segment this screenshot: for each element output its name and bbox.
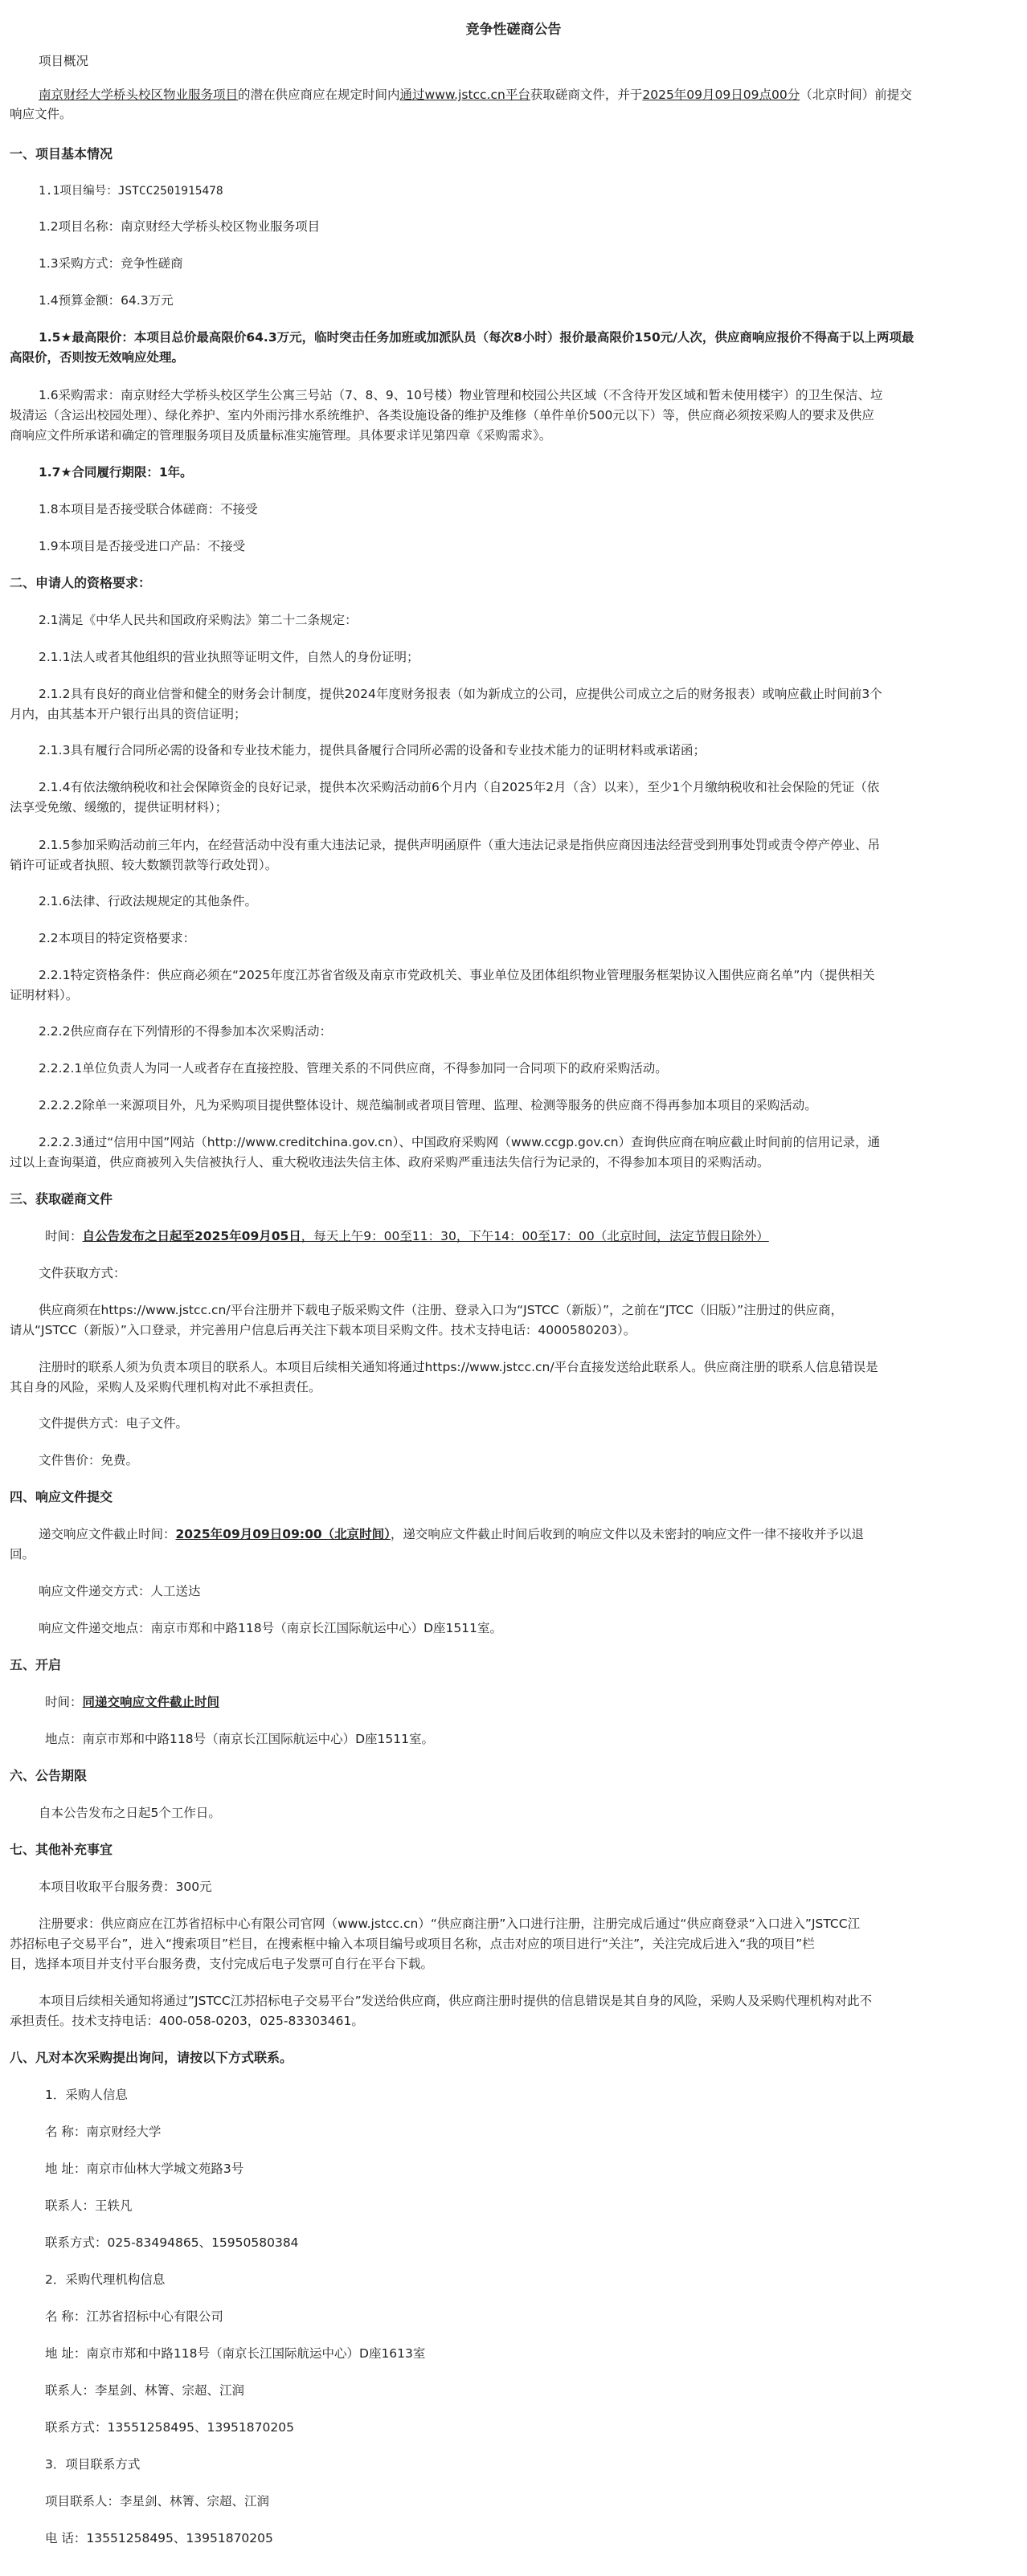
- contact-address: 地 址：南京市郑和中路118号（南京长江国际航运中心）D座1613室: [45, 2346, 426, 2361]
- contact-phone: 联系方式：025-83494865、15950580384: [45, 2235, 299, 2250]
- section-heading-7: 七、其他补充事宜: [10, 1842, 113, 1857]
- s7-text: 注册要求：供应商应在江苏省招标中心有限公司官网（www.jstcc.cn）“供应商注册”入口进行注册，注册完成后通过“供应商登录“入口进入”JSTCC江: [39, 1917, 861, 1931]
- s2-item: 2.2.2供应商存在下列情形的不得参加本次采购活动：: [39, 1024, 332, 1039]
- s7-text: 目，选择本项目并支付平台服务费，支付完成后电子发票可自行在平台下载。: [10, 1957, 434, 1971]
- s1-item: 1.9本项目是否接受进口产品：不接受: [39, 539, 246, 553]
- s5-place: 地点：南京市郑和中路118号（南京长江国际航运中心）D座1511室。: [45, 1732, 434, 1746]
- s2-item: 2.2.2.1单位负责人为同一人或者存在直接控股、管理关系的不同供应商，不得参加同一合同项下的政府采购活动。: [39, 1061, 668, 1076]
- overview-line-end: 响应文件。: [10, 107, 72, 121]
- time-range-bold: 自公告发布之日起至2025年09月05日: [82, 1229, 301, 1243]
- s3-method-label: 文件获取方式：: [39, 1266, 126, 1280]
- s2-item: 2.1满足《中华人民共和国政府采购法》第二十二条规定：: [39, 613, 358, 627]
- s2-item: 2.1.4有依法缴纳税收和社会保障资金的良好记录，提供本次采购活动前6个月内（自2025年2月（含）以来），至少1个月缴纳税收和社会保险的凭证（依: [39, 780, 880, 794]
- s1-item-bold: 1.7★合同履行期限：1年。: [39, 465, 193, 480]
- s2-item: 2.1.5参加采购活动前三年内，在经营活动中没有重大违法记录，提供声明函原件（重大违法记录是指供应商因违法经营受到刑事处罚或责令停产停业、吊: [39, 838, 880, 852]
- section-heading-4: 四、响应文件提交: [10, 1489, 113, 1504]
- section-heading-8: 八、凡对本次采购提出询问，请按以下方式联系。: [10, 2050, 293, 2065]
- contact-group-title: 2．采购代理机构信息: [45, 2272, 166, 2287]
- s1-item: 1.3采购方式：竞争性磋商: [39, 256, 183, 271]
- s7-text: 苏招标电子交易平台”，进入“搜索项目”栏目，在搜索框中输入本项目编号或项目名称，点击对应的项目进行“关注”，关注完成后进入“我的项目”栏: [10, 1937, 815, 1951]
- s2-item: 过以上查询渠道，供应商被列入失信被执行人、重大税收违法失信主体、政府采购严重违法失信行为记录的，不得参加本项目的采购活动。: [10, 1155, 770, 1170]
- s2-item: 月内，由其基本开户银行出具的资信证明；: [10, 707, 247, 721]
- s2-item: 2.1.1法人或者其他组织的营业执照等证明文件，自然人的身份证明；: [39, 650, 419, 664]
- s1-item: 1.4预算金额：64.3万元: [39, 293, 174, 308]
- s3-time: [45, 1227, 1017, 1246]
- contact-group-title: 3．项目联系方式: [45, 2457, 141, 2472]
- platform-link[interactable]: 通过www.jstcc.cn平台: [399, 88, 530, 102]
- time-range-rest: ，每天上午9：00至11：30，下午14：00至17：00（北京时间，法定节假日除外）: [301, 1229, 769, 1243]
- s2-item: 2.1.6法律、行政法规规定的其他条件。: [39, 894, 257, 908]
- s2-item: 销许可证或者执照、较大数额罚款等行政处罚）。: [10, 858, 278, 872]
- s1-item: 商响应文件所承诺和确定的管理服务项目及质量标准实施管理。具体要求详见第四章《采购需求》。: [10, 428, 552, 443]
- s6-text: 自本公告发布之日起5个工作日。: [39, 1806, 221, 1820]
- section-heading-2: 二、申请人的资格要求：: [10, 575, 152, 590]
- s3-provide: 文件提供方式：电子文件。: [39, 1416, 189, 1431]
- section-heading-6: 六、公告期限: [10, 1768, 88, 1783]
- overview-heading: 项目概况: [39, 54, 89, 68]
- contact-name: 名 称：南京财经大学: [45, 2125, 162, 2139]
- contact-person: 项目联系人：李星剑、林箐、宗超、江润: [45, 2494, 270, 2509]
- s1-item: 1.1项目编号：JSTCC2501915478: [39, 185, 223, 198]
- s1-item-bold: 高限价，否则按无效响应处理。: [10, 350, 185, 365]
- s5-time: [45, 1692, 1017, 1712]
- contact-person: 联系人：李星剑、林箐、宗超、江润: [45, 2383, 245, 2398]
- s4-deadline-end: 回。: [10, 1547, 35, 1562]
- overview-text: 获取磋商文件，并于: [530, 88, 643, 102]
- s3-text: 其自身的风险，采购人及采购代理机构对此不承担责任。: [10, 1380, 321, 1394]
- contact-person: 联系人：王轶凡: [45, 2198, 133, 2213]
- deadline-rest: ，递交响应文件截止时间后收到的响应文件以及未密封的响应文件一律不接收并予以退: [390, 1527, 864, 1541]
- s2-item: 2.2.2.3通过“信用中国”网站（http://www.creditchina.gov.cn）、中国政府采购网（www.ccgp.gov.cn）查询供应商在响应截止时间前的信用记录，通: [39, 1135, 881, 1149]
- s2-item: 2.1.3具有履行合同所必需的设备和专业技术能力，提供具备履行合同所必需的设备和专业技术能力的证明材料或承诺函；: [39, 743, 706, 757]
- s2-item: 证明材料）。: [10, 988, 79, 1002]
- project-name-link: 南京财经大学桥头校区物业服务项目: [39, 88, 239, 102]
- contact-phone: 电 话：13551258495、13951870205: [45, 2531, 273, 2545]
- section-heading-3: 三、获取磋商文件: [10, 1191, 113, 1206]
- s3-text: 注册时的联系人须为负责本项目的联系人。本项目后续相关通知将通过https://www.jstcc.cn/平台直接发送给此联系人。供应商注册的联系人信息错误是: [39, 1360, 878, 1374]
- overview-text: 的潜在供应商应在规定时间内: [238, 88, 400, 102]
- s1-item: 1.6采购需求：南京财经大学桥头校区学生公寓三号站（7、8、9、10号楼）物业管理和校园公共区域（不含待开发区域和暂未使用楼宇）的卫生保洁、垃: [39, 388, 883, 402]
- deadline-highlight: 2025年09月09日09点00分: [642, 88, 800, 102]
- overview-text: （北京时间）前提交: [800, 88, 912, 102]
- page-title: 竞争性磋商公告: [465, 22, 562, 38]
- deadline-value: 2025年09月09日09:00（北京时间）: [175, 1527, 391, 1541]
- s3-price: 文件售价：免费。: [39, 1453, 139, 1468]
- time-label: 时间：: [45, 1229, 83, 1243]
- contact-group-title: 1．采购人信息: [45, 2088, 128, 2102]
- s1-item: 1.2项目名称：南京财经大学桥头校区物业服务项目: [39, 219, 321, 234]
- s2-item: 2.1.2具有良好的商业信誉和健全的财务会计制度，提供2024年度财务报表（如为新成立的公司，应提供公司成立之后的财务报表）或响应截止时间前3个: [39, 687, 882, 701]
- s7-text: 本项目后续相关通知将通过”JSTCC江苏招标电子交易平台”发送给供应商，供应商注册时提供的信息错误是其自身的风险，采购人及采购代理机构对此不: [39, 1994, 873, 2008]
- s1-item: 1.8本项目是否接受联合体磋商：不接受: [39, 502, 258, 516]
- section-heading-1: 一、项目基本情况: [10, 146, 113, 161]
- s2-item: 2.2.2.2除单一来源项目外，凡为采购项目提供整体设计、规范编制或者项目管理、监理、检测等服务的供应商不得再参加本项目的采购活动。: [39, 1098, 817, 1112]
- time-label: 时间：: [45, 1695, 83, 1709]
- s3-text: 请从“JSTCC（新版）”入口登录，并完善用户信息后再关注下载本项目采购文件。技术支持电话：4000580203）。: [10, 1323, 636, 1337]
- overview-line: [39, 85, 1017, 104]
- s2-item: 法享受免缴、缓缴的，提供证明材料）；: [10, 800, 228, 814]
- contact-name: 名 称：江苏省招标中心有限公司: [45, 2309, 223, 2324]
- s4-method: 响应文件递交方式：人工送达: [39, 1584, 201, 1598]
- s1-item-bold: 1.5★最高限价：本项目总价最高限价64.3万元，临时突击任务加班或加派队员（每次8小时）报价最高限价150元/人次，供应商响应报价不得高于以上两项最: [39, 330, 914, 345]
- contact-address: 地 址：南京市仙林大学城文苑路3号: [45, 2162, 244, 2176]
- s4-deadline: [39, 1525, 1017, 1544]
- s7-fee: 本项目收取平台服务费：300元: [39, 1880, 212, 1894]
- s2-item: 2.2.1特定资格条件：供应商必须在“2025年度江苏省省级及南京市党政机关、事业单位及团体组织物业管理服务框架协议入围供应商名单”内（提供相关: [39, 968, 875, 982]
- s2-item: 2.2本项目的特定资格要求：: [39, 931, 196, 945]
- section-heading-5: 五、开启: [10, 1657, 62, 1672]
- s7-text: 承担责任。技术支持电话：400-058-0203，025-83303461。: [10, 2014, 364, 2028]
- s3-text: 供应商须在https://www.jstcc.cn/平台注册并下载电子版采购文件（注册、登录入口为“JSTCC（新版）”，之前在“JTCC（旧版）”注册过的供应商，: [39, 1303, 844, 1317]
- deadline-label: 递交响应文件截止时间：: [39, 1527, 176, 1541]
- s4-place: 响应文件递交地点：南京市郑和中路118号（南京长江国际航运中心）D座1511室。: [39, 1621, 502, 1635]
- open-time-value: 同递交响应文件截止时间: [82, 1695, 220, 1709]
- s1-item: 圾清运（含运出校园处理）、绿化养护、室内外雨污排水系统维护、各类设施设备的维护及维修（单件单价500元以下）等，供应商必须按采购人的要求及供应: [10, 408, 874, 423]
- contact-phone: 联系方式：13551258495、13951870205: [45, 2420, 294, 2435]
